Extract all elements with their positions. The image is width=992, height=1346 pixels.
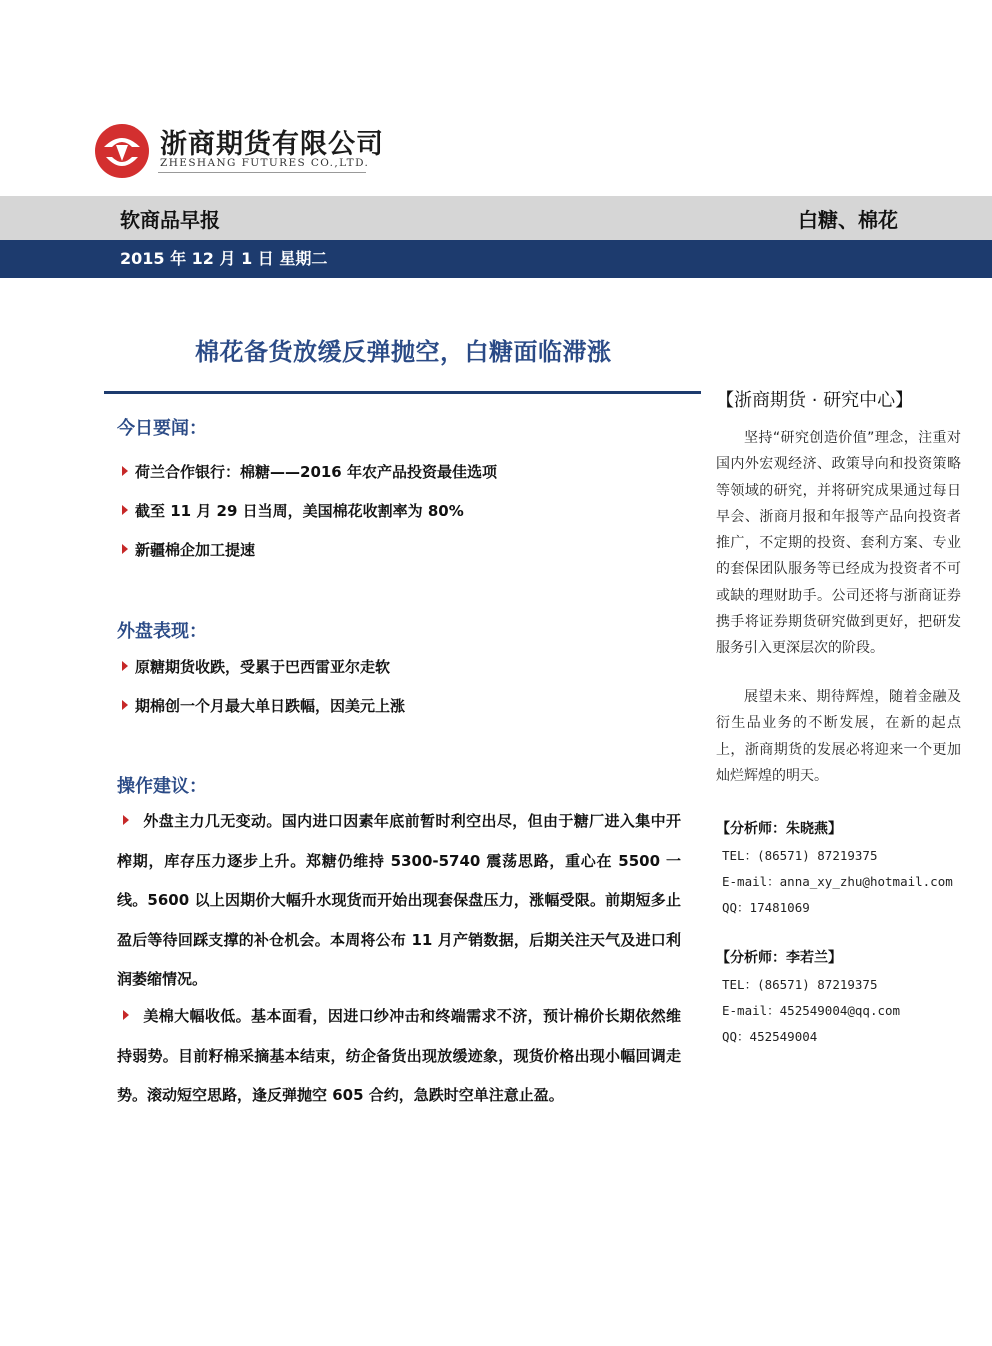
brand-divider [158,172,366,173]
news-item: 荷兰合作银行：棉糖——2016 年农产品投资最佳选项 [122,461,497,482]
advice-paragraph-cotton: 美棉大幅收低。基本面看，因进口纱冲击和终端需求不济，预计棉价长期依然维持弱势。目前籽棉采摘基本结束，纺企备货出现放缓迹象，现货价格出现小幅回调走势。滚动短空思路，逢反弹抛空 605 合约，急跌时空单注意止盈。 [117,1007,681,1104]
advice-section-title: 操作建议： [117,776,207,797]
report-date: 2015 年 12 月 1 日 星期二 [120,249,328,268]
company-name-cn: 浙商期货有限公司 [160,129,384,160]
analyst-tel: TEL：(86571) 87219375 [722,848,878,863]
bullet-arrow-icon [122,466,128,476]
sidebar-outlook-paragraph: 展望未来、期待辉煌，随着金融及衍生品业务的不断发展，在新的起点上，浙商期货的发展必将迎来一个更加灿烂辉煌的明天。 [716,689,961,784]
analyst-email[interactable]: E-mail：452549004@qq.com [722,1003,901,1018]
company-logo [92,121,152,181]
analyst-qq: QQ：452549004 [722,1029,818,1044]
foreign-item: 原糖期货收跌，受累于巴西雷亚尔走软 [122,656,390,677]
foreign-item: 期棉创一个月最大单日跌幅，因美元上涨 [122,695,405,716]
advice-paragraph-sugar: 外盘主力几无变动。国内进口因素年底前暂时利空出尽，但由于糖厂进入集中开榨期，库存压力逐步上升。郑糖仍维持 5300-5740 震荡思路，重心在 5500 一线。5600 以上因期价大幅升水现货而开始出现套保盘压力，涨幅受限。前期短多止盈后等待回踩支撑的补仓机会。本周将公布 11 月产销数据，后期关注天气及进口利润萎缩情况。 [117,812,681,988]
bullet-arrow-icon [122,505,128,515]
bullet-arrow-icon [122,661,128,671]
bullet-arrow-icon [122,544,128,554]
news-item: 截至 11 月 29 日当周，美国棉花收割率为 80% [122,500,464,521]
headline-divider [104,391,701,394]
analyst-heading: 【分析师：李若兰】 [716,950,842,966]
report-tags: 白糖、棉花 [798,208,898,232]
bullet-arrow-icon [123,1010,129,1020]
analyst-email[interactable]: E-mail：anna_xy_zhu@hotmail.com [722,874,953,889]
sidebar-title: 【浙商期货 · 研究中心】 [716,390,914,411]
news-section-title: 今日要闻： [117,418,207,439]
page-title: 棉花备货放缓反弹抛空，白糖面临滞涨 [195,338,612,366]
bullet-arrow-icon [122,700,128,710]
analyst-qq: QQ：17481069 [722,900,810,915]
report-type: 软商品早报 [120,208,220,232]
company-name-en: ZHESHANG FUTURES CO.,LTD. [160,157,370,169]
news-item: 新疆棉企加工提速 [122,539,255,560]
bullet-arrow-icon [123,815,129,825]
analyst-heading: 【分析师：朱晓燕】 [716,821,842,837]
sidebar-intro-paragraph: 坚持“研究创造价值”理念，注重对国内外宏观经济、政策导向和投资策略等领域的研究，并将研究成果通过每日早会、浙商月报和年报等产品向投资者推广，不定期的投资、套利方案、专业的套保团队服务等已经成为投资者不可或缺的理财助手。公司还将与浙商证券携手将证券期货研究做到更好，把研发服务引入更深层次的阶段。 [716,430,961,657]
foreign-section-title: 外盘表现： [117,621,207,642]
analyst-tel: TEL：(86571) 87219375 [722,977,878,992]
